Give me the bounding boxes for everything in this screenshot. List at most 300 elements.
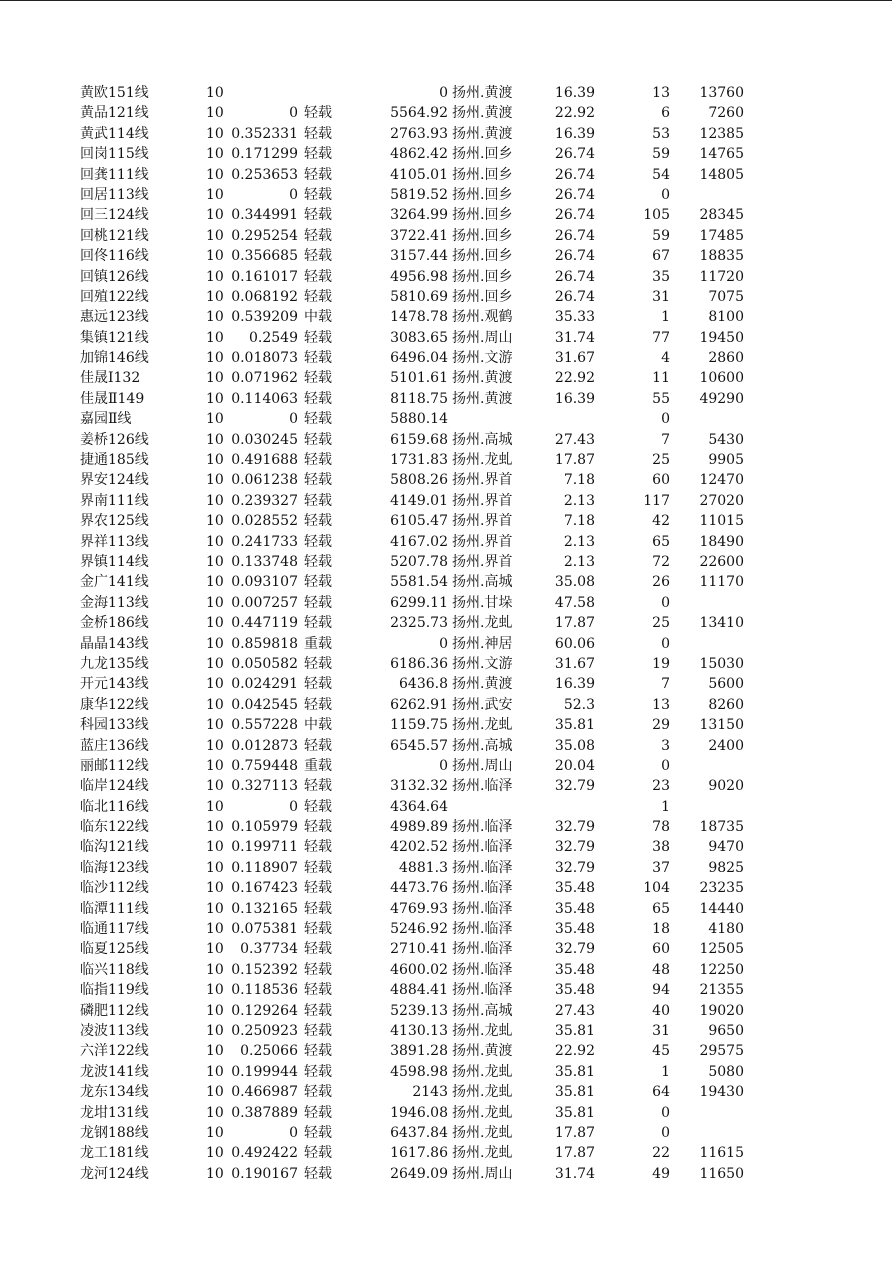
substation-cell: 扬州.临泽 [452,941,513,958]
line-name-cell: 龙波141线 [80,1063,149,1080]
distance-cell: 35.48 [554,961,595,978]
line-name-cell: 加锦146线 [80,350,149,367]
load-status-cell: 轻载 [304,839,332,856]
substation-cell: 扬州.周山 [452,329,513,346]
count-cell: 0 [661,1104,670,1121]
load-rate-cell: 0.075381 [231,921,298,938]
load-rate-cell: 0.042545 [231,696,298,713]
table-row [0,185,892,205]
load-rate-cell: 0.759448 [231,757,298,774]
amount-cell: 9650 [708,1022,744,1039]
distance-cell: 17.87 [554,452,595,469]
table-row [0,980,892,1000]
table-row [0,267,892,287]
table-row [0,939,892,959]
substation-cell: 扬州.龙虬 [452,452,513,469]
voltage-cell: 10 [206,819,224,836]
table-row [0,1021,892,1041]
voltage-cell: 10 [206,737,224,754]
distance-cell: 16.39 [554,85,595,101]
amount-cell: 22600 [699,553,744,570]
amount-cell: 11170 [699,574,744,591]
table-row [0,491,892,511]
table-row [0,878,892,898]
voltage-cell: 10 [206,553,224,570]
line-name-cell: 临夏125线 [80,941,149,958]
load-status-cell: 轻载 [304,961,332,978]
count-cell: 19 [652,655,670,672]
amount-cell: 5430 [708,431,744,448]
capacity-cell: 5101.61 [390,370,448,387]
substation-cell: 扬州.回乡 [452,186,513,203]
line-name-cell: 界安124线 [80,472,149,489]
load-status-cell: 轻载 [304,472,332,489]
count-cell: 11 [652,370,670,387]
voltage-cell: 10 [206,452,224,469]
load-status-cell: 轻载 [304,941,332,958]
voltage-cell: 10 [206,268,224,285]
line-name-cell: 集镇121线 [80,329,149,346]
substation-cell: 扬州.黄渡 [452,105,513,122]
voltage-cell: 10 [206,1084,224,1101]
distance-cell: 32.79 [554,941,595,958]
load-status-cell: 中载 [304,309,332,326]
amount-cell: 14805 [699,166,744,183]
capacity-cell: 6436.8 [399,676,448,693]
load-status-cell: 轻载 [304,798,332,815]
distance-cell: 22.92 [554,370,595,387]
voltage-cell: 10 [206,350,224,367]
table-row [0,654,892,674]
count-cell: 0 [661,411,670,428]
amount-cell [680,797,744,817]
distance-cell: 26.74 [554,268,595,285]
load-rate-cell [230,83,298,103]
voltage-cell: 10 [206,431,224,448]
load-status-cell: 轻载 [304,880,332,897]
voltage-cell: 10 [206,1002,224,1019]
line-name-cell: 临通117线 [80,921,149,938]
load-status-cell: 轻载 [304,819,332,836]
amount-cell: 12385 [699,125,744,142]
load-status-cell: 轻载 [304,350,332,367]
count-cell: 26 [652,574,670,591]
line-name-cell: 回佟116线 [80,248,149,265]
distance-cell [530,409,595,429]
table-row [0,511,892,531]
count-cell: 42 [652,513,670,530]
load-rate-cell: 0.492422 [231,1145,298,1162]
load-rate-cell: 0.239327 [231,492,298,509]
capacity-cell: 5581.54 [390,574,448,591]
amount-cell: 28345 [699,207,744,224]
load-status-cell: 轻载 [304,533,332,550]
load-status-cell: 轻载 [304,1165,332,1182]
capacity-cell: 1617.86 [390,1145,448,1162]
amount-cell: 9825 [708,859,744,876]
table-row [0,103,892,123]
count-cell: 29 [652,717,670,734]
amount-cell: 12250 [699,961,744,978]
amount-cell: 19020 [699,1002,744,1019]
line-name-cell: 回桃121线 [80,227,149,244]
line-name-cell: 丽邮112线 [80,757,149,774]
load-rate-cell: 0.190167 [231,1165,298,1182]
voltage-cell: 10 [206,921,224,938]
count-cell: 55 [652,390,670,407]
line-name-cell: 开元143线 [80,676,149,693]
count-cell: 94 [652,982,670,999]
substation-cell: 扬州.龙虬 [452,615,513,632]
voltage-cell: 10 [206,635,224,652]
substation-cell: 扬州.黄渡 [452,370,513,387]
distance-cell: 60.06 [554,635,595,652]
line-name-cell: 科园133线 [80,717,149,734]
line-name-cell: 晶晶143线 [80,635,149,652]
load-status-cell: 轻载 [304,553,332,570]
table-row [0,1123,892,1143]
load-rate-cell: 0.050582 [231,655,298,672]
line-name-cell: 九龙135线 [80,655,149,672]
line-name-cell: 回三124线 [80,207,149,224]
table-row [0,1082,892,1102]
table-row [0,797,892,817]
substation-cell: 扬州.龙虬 [452,1104,513,1121]
count-cell: 1 [661,309,670,326]
voltage-cell: 10 [206,513,224,530]
load-rate-cell: 0.132165 [231,900,298,917]
count-cell: 54 [652,166,670,183]
count-cell: 13 [652,85,670,101]
amount-cell: 14440 [699,900,744,917]
line-name-cell: 六洋122线 [80,1043,149,1060]
voltage-cell: 10 [206,1022,224,1039]
capacity-cell: 4884.41 [390,982,448,999]
table-row [0,1103,892,1123]
table-row [0,1041,892,1061]
load-rate-cell: 0.118907 [231,859,298,876]
voltage-cell: 10 [206,574,224,591]
load-rate-cell: 0.25066 [240,1043,298,1060]
amount-cell: 11650 [699,1165,744,1182]
capacity-cell: 4881.3 [399,859,448,876]
line-name-cell: 界镇114线 [80,553,149,570]
load-status-cell: 轻载 [304,1124,332,1141]
distance-cell: 16.39 [554,676,595,693]
load-rate-cell: 0.171299 [231,146,298,163]
load-status-cell [304,83,338,103]
capacity-cell: 2325.73 [390,615,448,632]
load-status-cell: 轻载 [304,574,332,591]
voltage-cell: 10 [206,859,224,876]
table-row [0,246,892,266]
amount-cell: 2860 [708,350,744,367]
load-status-cell: 轻载 [304,1002,332,1019]
substation-cell: 扬州.高城 [452,737,513,754]
amount-cell: 23235 [699,880,744,897]
distance-cell: 35.81 [554,1084,595,1101]
table-row [0,450,892,470]
amount-cell: 10600 [699,370,744,387]
capacity-cell: 1159.75 [390,717,448,734]
amount-cell: 11615 [699,1145,744,1162]
load-rate-cell: 0.295254 [231,227,298,244]
line-name-cell: 临岸124线 [80,778,149,795]
amount-cell: 5600 [708,676,744,693]
substation-cell: 扬州.回乡 [452,268,513,285]
table-row [0,960,892,980]
capacity-cell: 4989.89 [390,819,448,836]
line-name-cell: 临潭111线 [80,900,149,917]
load-rate-cell: 0.061238 [231,472,298,489]
substation-cell: 扬州.周山 [452,1165,513,1182]
line-name-cell: 龙坩131线 [80,1104,149,1121]
capacity-cell: 4202.52 [390,839,448,856]
distance-cell: 31.67 [554,350,595,367]
substation-cell: 扬州.武安 [452,696,513,713]
line-name-cell: 回殖122线 [80,288,149,305]
amount-cell: 9470 [708,839,744,856]
load-status-cell: 重载 [304,635,332,652]
count-cell: 48 [652,961,670,978]
table-row [0,634,892,654]
distance-cell: 2.13 [563,553,595,570]
load-status-cell: 轻载 [304,105,332,122]
line-name-cell: 临指119线 [80,982,149,999]
line-name-cell: 回龚111线 [80,166,149,183]
amount-cell: 49290 [699,390,744,407]
capacity-cell: 4598.98 [390,1063,448,1080]
load-rate-cell: 0.557228 [231,717,298,734]
capacity-cell: 6186.36 [390,655,448,672]
line-name-cell: 金广141线 [80,574,149,591]
table-row [0,572,892,592]
load-status-cell: 轻载 [304,248,332,265]
voltage-cell: 10 [206,778,224,795]
substation-cell: 扬州.临泽 [452,982,513,999]
count-cell: 0 [661,1124,670,1141]
line-name-cell: 回镇126线 [80,268,149,285]
load-status-cell: 轻载 [304,125,332,142]
load-rate-cell: 0.859818 [231,635,298,652]
count-cell: 104 [643,880,670,897]
load-status-cell: 轻载 [304,227,332,244]
amount-cell: 15030 [699,655,744,672]
distance-cell: 35.81 [554,1063,595,1080]
distance-cell: 16.39 [554,125,595,142]
capacity-cell: 3083.65 [390,329,448,346]
count-cell: 6 [661,105,670,122]
table-row [0,817,892,837]
top-border-line [0,0,892,1]
substation-cell: 扬州.龙虬 [452,1084,513,1101]
voltage-cell: 10 [206,472,224,489]
line-name-cell: 界农125线 [80,513,149,530]
capacity-cell: 3891.28 [390,1043,448,1060]
voltage-cell: 10 [206,717,224,734]
distance-cell: 35.48 [554,900,595,917]
load-rate-cell: 0 [289,798,298,815]
distance-cell: 35.48 [554,880,595,897]
amount-cell: 14765 [699,146,744,163]
distance-cell: 35.08 [554,737,595,754]
line-name-cell: 临沟121线 [80,839,149,856]
voltage-cell: 10 [206,839,224,856]
line-name-cell: 惠远123线 [80,309,149,326]
table-row [0,613,892,633]
amount-cell: 8260 [708,696,744,713]
feeder-data-table [0,83,892,1184]
count-cell: 59 [652,146,670,163]
load-status-cell: 轻载 [304,288,332,305]
substation-cell: 扬州.界首 [452,472,513,489]
voltage-cell: 10 [206,961,224,978]
count-cell: 25 [652,452,670,469]
substation-cell: 扬州.回乡 [452,146,513,163]
capacity-cell: 0 [439,85,448,101]
line-name-cell: 临兴118线 [80,961,149,978]
load-status-cell: 轻载 [304,186,332,203]
load-rate-cell: 0.199944 [231,1063,298,1080]
count-cell: 37 [652,859,670,876]
substation-cell: 扬州.龙虬 [452,1022,513,1039]
load-status-cell: 轻载 [304,452,332,469]
capacity-cell: 4862.42 [390,146,448,163]
load-status-cell: 轻载 [304,329,332,346]
load-status-cell: 轻载 [304,1145,332,1162]
load-rate-cell: 0 [289,411,298,428]
voltage-cell: 10 [206,900,224,917]
substation-cell: 扬州.周山 [452,757,513,774]
capacity-cell: 5810.69 [390,288,448,305]
distance-cell: 2.13 [563,533,595,550]
load-status-cell: 轻载 [304,778,332,795]
distance-cell: 2.13 [563,492,595,509]
distance-cell: 32.79 [554,819,595,836]
table-row [0,899,892,919]
capacity-cell: 4956.98 [390,268,448,285]
voltage-cell: 10 [206,757,224,774]
distance-cell: 17.87 [554,615,595,632]
load-rate-cell: 0.253653 [231,166,298,183]
load-status-cell: 轻载 [304,1084,332,1101]
capacity-cell: 0 [439,757,448,774]
capacity-cell: 2143 [412,1084,448,1101]
line-name-cell: 磷肥112线 [80,1002,149,1019]
table-row [0,1164,892,1184]
amount-cell: 8100 [708,309,744,326]
capacity-cell: 6105.47 [390,513,448,530]
table-row [0,470,892,490]
capacity-cell: 1478.78 [390,309,448,326]
load-rate-cell: 0.327113 [231,778,298,795]
table-row [0,287,892,307]
voltage-cell: 10 [206,941,224,958]
substation-cell: 扬州.观鹤 [452,309,513,326]
capacity-cell: 4149.01 [390,492,448,509]
capacity-cell: 1946.08 [390,1104,448,1121]
voltage-cell: 10 [206,227,224,244]
load-status-cell: 轻载 [304,594,332,611]
voltage-cell: 10 [206,166,224,183]
table-row [0,124,892,144]
line-name-cell: 黄武114线 [80,125,149,142]
line-name-cell: 龙东134线 [80,1084,149,1101]
voltage-cell: 10 [206,1124,224,1141]
count-cell: 0 [661,757,670,774]
capacity-cell: 6159.68 [390,431,448,448]
capacity-cell: 4130.13 [390,1022,448,1039]
load-rate-cell: 0.105979 [231,819,298,836]
load-rate-cell: 0 [289,186,298,203]
load-rate-cell: 0.387889 [231,1104,298,1121]
voltage-cell: 10 [206,125,224,142]
line-name-cell: 凌波113线 [80,1022,149,1039]
count-cell: 0 [661,186,670,203]
table-row [0,552,892,572]
count-cell: 65 [652,900,670,917]
distance-cell [530,797,595,817]
load-rate-cell: 0.250923 [231,1022,298,1039]
substation-cell: 扬州.回乡 [452,166,513,183]
table-row [0,165,892,185]
substation-cell: 扬州.界首 [452,533,513,550]
line-name-cell: 临沙112线 [80,880,149,897]
amount-cell: 29575 [699,1043,744,1060]
substation-cell: 扬州.龙虬 [452,717,513,734]
load-status-cell: 轻载 [304,737,332,754]
load-rate-cell: 0.133748 [231,553,298,570]
amount-cell: 19450 [699,329,744,346]
table-row [0,389,892,409]
substation-cell: 扬州.界首 [452,513,513,530]
voltage-cell: 10 [206,655,224,672]
distance-cell: 26.74 [554,227,595,244]
amount-cell: 7075 [708,288,744,305]
distance-cell: 26.74 [554,186,595,203]
load-status-cell: 轻载 [304,676,332,693]
table-row [0,1001,892,1021]
table-row [0,593,892,613]
amount-cell: 7260 [708,105,744,122]
substation-cell: 扬州.黄渡 [452,125,513,142]
distance-cell: 26.74 [554,248,595,265]
count-cell: 7 [661,431,670,448]
voltage-cell: 10 [206,1043,224,1060]
substation-cell: 扬州.龙虬 [452,1145,513,1162]
substation-cell: 扬州.文游 [452,350,513,367]
capacity-cell: 5819.52 [390,186,448,203]
capacity-cell: 4769.93 [390,900,448,917]
capacity-cell: 2763.93 [390,125,448,142]
substation-cell: 扬州.临泽 [452,961,513,978]
load-rate-cell: 0.161017 [231,268,298,285]
voltage-cell: 10 [206,207,224,224]
capacity-cell: 4105.01 [390,166,448,183]
count-cell: 45 [652,1043,670,1060]
amount-cell: 9020 [708,778,744,795]
count-cell: 40 [652,1002,670,1019]
count-cell: 31 [652,1022,670,1039]
count-cell: 22 [652,1145,670,1162]
table-row [0,837,892,857]
count-cell: 25 [652,615,670,632]
capacity-cell: 0 [439,635,448,652]
line-name-cell: 金桥186线 [80,615,149,632]
table-row [0,695,892,715]
amount-cell: 4180 [708,921,744,938]
load-rate-cell: 0.030245 [231,431,298,448]
